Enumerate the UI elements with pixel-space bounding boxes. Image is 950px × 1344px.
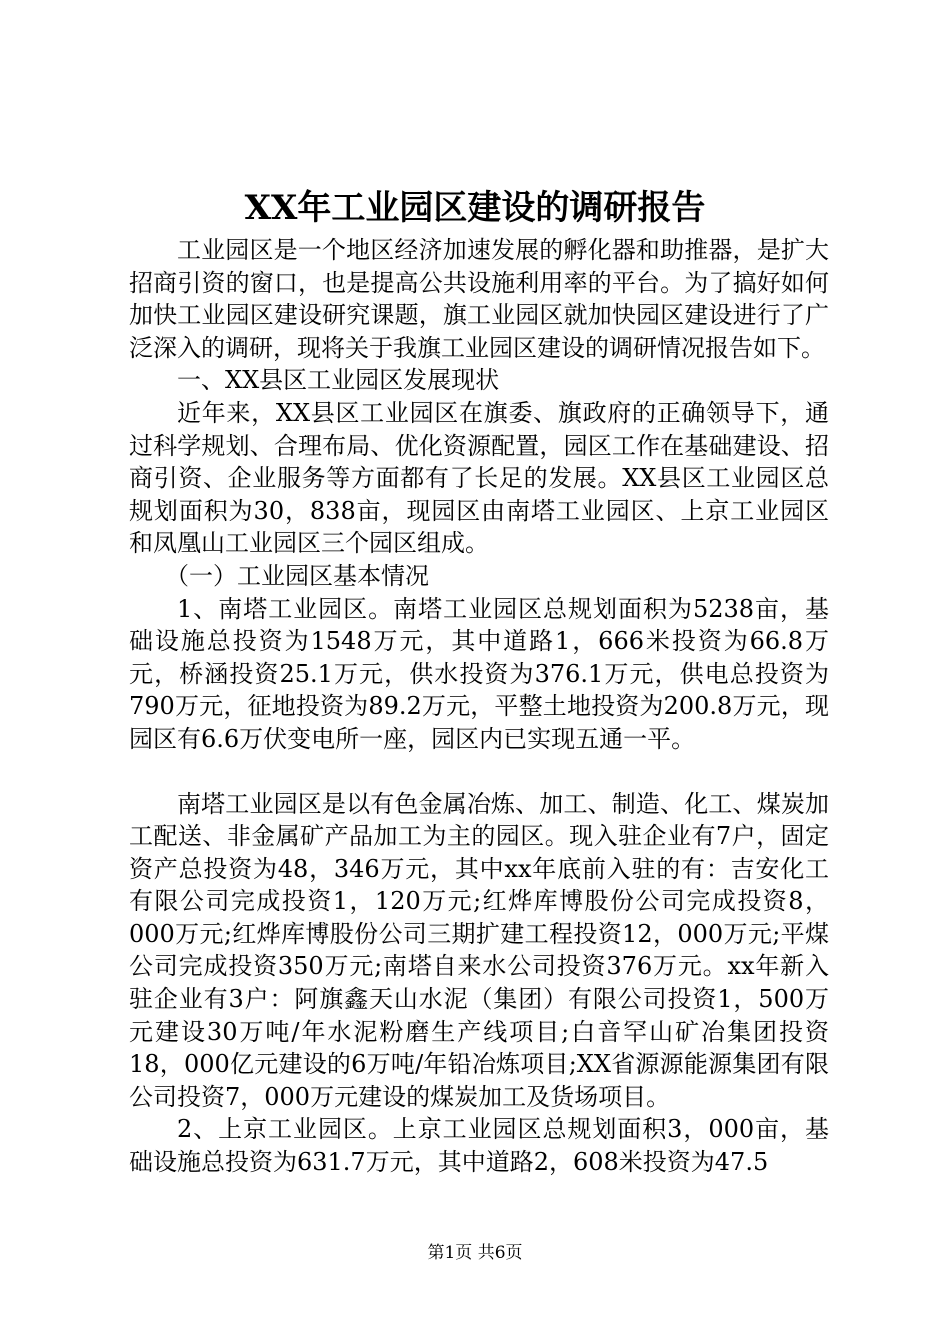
section-heading-1: 一、XX县区工业园区发展现状 [177, 366, 500, 395]
nanta-park-paragraph: 1、南塔工业园区。南塔工业园区总规划面积为5238亩，基础设施总投资为1548万元，其中道路1，666米投资为66.8万元，桥涵投资25.1万元，供水投资为376.1万元，供电总投资为790万元，征地投资为89.2万元，平整土地投资为200.8万元，现园区有6.6万伏变电所一座，园区内已实现五通一平。 [129, 594, 829, 753]
subsection-heading-1: （一）工业园区基本情况 [165, 561, 429, 590]
document-title: XX年工业园区建设的调研报告 [244, 188, 706, 228]
status-paragraph: 近年来，XX县区工业园区在旗委、旗政府的正确领导下，通过科学规划、合理布局、优化资源配置，园区工作在基础建设、招商引资、企业服务等方面都有了长足的发展。XX县区工业园区总规划面积为30，838亩，现园区由南塔工业园区、上京工业园区和凤凰山工业园区三个园区组成。 [129, 398, 829, 558]
page-footer: 第1页 共6页 [427, 1243, 523, 1263]
document-body [129, 234, 829, 1179]
paragraph-gap [129, 756, 829, 788]
intro-paragraph: 工业园区是一个地区经济加速发展的孵化器和助推器，是扩大招商引资的窗口，也是提高公共设施利用率的平台。为了搞好如何加快工业园区建设研究课题，旗工业园区就加快园区建设进行了广泛深入的调研，现将关于我旗工业园区建设的调研情况报告如下。 [129, 236, 829, 362]
nanta-enterprises-paragraph: 南塔工业园区是以有色金属冶炼、加工、制造、化工、煤炭加工配送、非金属矿产品加工为主的园区。现入驻企业有7户，固定资产总投资为48，346万元，其中xx年底前入驻的有：吉安化工有限公司完成投资1，120万元;红烨库博股份公司完成投资8，000万元;红烨库博股份公司三期扩建工程投资12，000万元;平煤公司完成投资350万元;南塔自来水公司投资376万元。xx年新入驻企业有3户：阿旗鑫天山水泥（集团）有限公司投资1，500万元建设30万吨/年水泥粉磨生产线项目;白音罕山矿冶集团投资18，000亿元建设的6万吨/年铅冶炼项目;XX省源源能源集团有限公司投资7，000万元建设的煤炭加工及货场项目。 [129, 789, 829, 1111]
shangjing-park-paragraph: 2、上京工业园区。上京工业园区总规划面积3，000亩，基础设施总投资为631.7万元，其中道路2，608米投资为47.5 [129, 1115, 829, 1177]
